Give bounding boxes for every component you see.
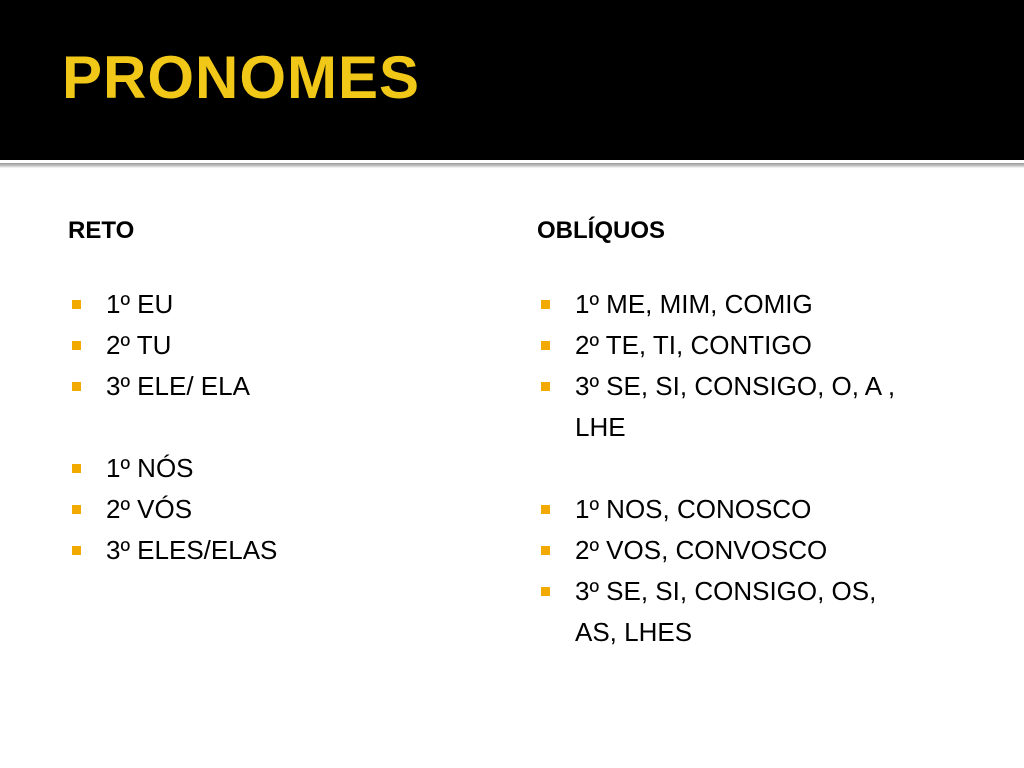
list-item [539, 571, 919, 653]
square-bullet-icon [541, 546, 550, 555]
list-item [539, 530, 959, 571]
square-bullet-icon [72, 382, 81, 391]
square-bullet-icon [72, 341, 81, 350]
list-item-text: 1º ME, MIM, COMIG [575, 289, 813, 319]
square-bullet-icon [541, 341, 550, 350]
square-bullet-icon [72, 300, 81, 309]
column-heading-obliquos: OBLÍQUOS [537, 217, 666, 244]
list-item [70, 530, 470, 571]
list-item-text: 2º VOS, CONVOSCO [575, 535, 828, 565]
list-item-text: 3º SE, SI, CONSIGO, OS, AS, LHES [575, 576, 877, 647]
list-item [539, 325, 959, 366]
list-item [70, 284, 470, 325]
list-item [539, 366, 939, 448]
square-bullet-icon [72, 464, 81, 473]
list-item-text: 3º ELES/ELAS [106, 535, 278, 565]
list-item-text: 3º ELE/ ELA [106, 371, 250, 401]
slide-title: PRONOMES [62, 44, 421, 111]
list-item-text: 2º VÓS [106, 494, 193, 524]
square-bullet-icon [72, 505, 81, 514]
list-item [70, 366, 470, 407]
list-item [539, 489, 959, 530]
square-bullet-icon [541, 382, 550, 391]
list-item [70, 448, 470, 489]
list-item [70, 489, 470, 530]
square-bullet-icon [541, 587, 550, 596]
title-bar [0, 0, 1024, 160]
list-item-text: 1º NOS, CONOSCO [575, 494, 812, 524]
column-heading-reto: RETO [68, 217, 135, 244]
list-item-text: 1º NÓS [106, 453, 194, 483]
list-item-text: 1º EU [106, 289, 174, 319]
title-divider [0, 160, 1024, 168]
list-item-text: 2º TU [106, 330, 172, 360]
list-item-text: 2º TE, TI, CONTIGO [575, 330, 812, 360]
list-item [539, 284, 959, 325]
list-item [70, 325, 470, 366]
square-bullet-icon [72, 546, 81, 555]
square-bullet-icon [541, 300, 550, 309]
square-bullet-icon [541, 505, 550, 514]
list-item-text: 3º SE, SI, CONSIGO, O, A , LHE [575, 371, 896, 442]
